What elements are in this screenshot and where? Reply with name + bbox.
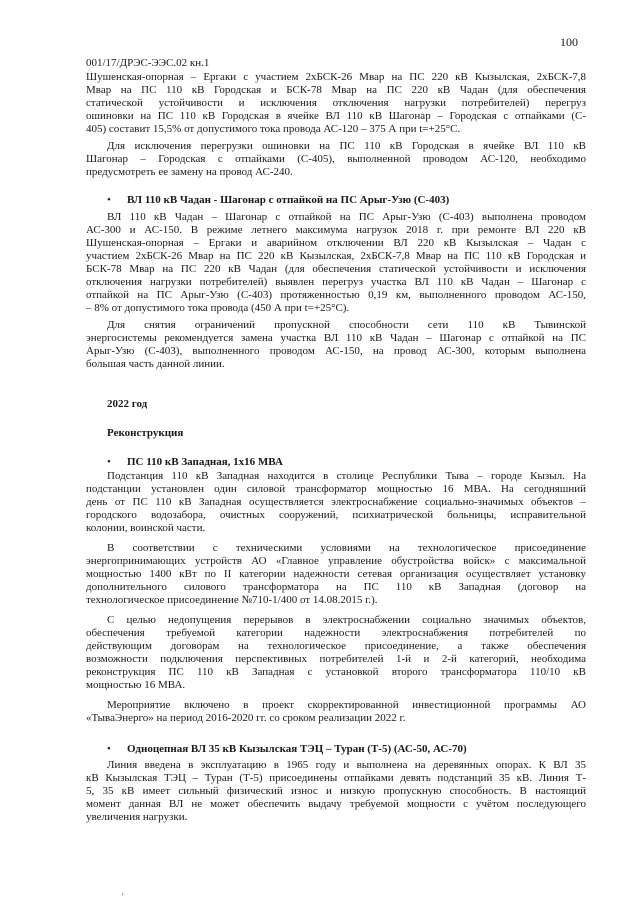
page-number: 100: [560, 35, 578, 49]
section-heading: ПС 110 кВ Западная, 1х16 МВА: [127, 456, 283, 468]
text-line: энергопринимающих устройств АО «Главное управление обустройства войск» с максимальной: [86, 555, 586, 567]
text-line: Мвар на ПС 110 кВ Городская и БСК-78 Мвар на ПС 220 кВ Чадан (для обеспечения: [86, 84, 586, 96]
document-code: 001/17/ДРЭС-ЭЭС.02 кн.1: [86, 57, 210, 69]
text-line: технологическое присоединение №710-1/400 от 14.08.2015 г.).: [86, 594, 378, 606]
text-line: БСК-78 Мвар на ПС 220 кВ Чадан (для обеспечения статической устойчивости и исключения: [86, 263, 586, 275]
text-line: городского водозабора, очистных сооружений, психиатрической больницы, исправительной: [86, 509, 586, 521]
text-line: кВ Кызылская ТЭЦ – Туран (Т-5) присоединены отпайками девять подстанций 35 кВ. Линия Т-: [86, 772, 586, 784]
bullet: •: [107, 743, 111, 755]
text-line: реконструкция ПС 110 кВ Западная с установкой второго трансформатора 110/10 кВ: [86, 666, 586, 678]
scan-speck: [122, 893, 123, 895]
bullet: •: [107, 456, 111, 468]
text-line: статической устойчивости и исключения отключения нагрузки потребителей) перегруз: [86, 97, 586, 109]
text-line: 405) составит 15,5% от допустимого тока провода АС-120 – 375 А при t=+25°С.: [86, 123, 461, 135]
text-line: С целью недопущения перерывов в электроснабжении социально значимых объектов,: [107, 614, 586, 626]
text-line: мощностью 16 МВА.: [86, 679, 186, 691]
text-line: Арыг-Узю (С-403), выполненного проводом АС-150, на провод АС-300, которым выполнена: [86, 345, 586, 357]
text-line: ВЛ 110 кВ Чадан – Шагонар с отпайкой на ПС Арыг-Узю (С-403) выполнена проводом: [107, 211, 586, 223]
section-heading: Одноцепная ВЛ 35 кВ Кызылская ТЭЦ – Туран (Т-5) (АС-50, АС-70): [127, 743, 467, 755]
text-line: Шагонар – Городская с отпайками (С-405), выполненной проводом АС-120, необходимо: [86, 153, 586, 165]
subsection-heading: Реконструкция: [107, 427, 184, 439]
text-line: Для исключения перегрузки ошиновки на ПС 110 кВ Городская в ячейке ВЛ 110 кВ: [107, 140, 586, 152]
text-line: колонии, воинской части.: [86, 522, 206, 534]
text-line: Подстанция 110 кВ Западная находится в столице Республики Тыва – городе Кызыл. На: [107, 470, 586, 482]
text-line: Линия введена в эксплуатацию в 1965 году и выполнена на деревянных опорах. К ВЛ 35: [107, 759, 586, 771]
text-line: Шушенская-опорная – Ергаки с участием 2хБСК-26 Мвар на ПС 220 кВ Кызылская, 2хБСК-7,8: [86, 71, 586, 83]
text-line: обеспечения требуемой категории надежности электроснабжения потребителей по: [86, 627, 586, 639]
text-line: отключения нагрузки потребителей) выявлен перегруз участка ВЛ 110 кВ Чадан – Шагонар с: [86, 276, 586, 288]
text-line: момент данная ВЛ не может обеспечить выдачу требуемой мощности с учётом последующего: [86, 798, 586, 810]
text-line: АС-300 и АС-150. В режиме летнего максимума нагрузок 2018 г. при ремонте ВЛ 220 кВ: [86, 224, 586, 236]
text-line: – 8% от допустимого тока провода (450 А при t=+25°С).: [86, 302, 350, 314]
text-line: увеличения нагрузки.: [86, 811, 188, 823]
text-line: действующим договорам на технологическое присоединение, а также обеспечения: [86, 640, 586, 652]
text-line: мощностью 1400 кВт по II категории надежности сетевая организация осуществляет установку: [86, 568, 586, 580]
text-line: возможности подключения перспективных потребителей 1-й и 2-й категорий, необходима: [86, 653, 586, 665]
text-line: подстанции установлен один силовой трансформатор мощностью 16 МВА. На сегодняшний: [86, 483, 586, 495]
section-heading: ВЛ 110 кВ Чадан - Шагонар с отпайкой на ПС Арыг-Узю (С-403): [127, 194, 450, 206]
text-line: дополнительного силового трансформатора на ПС 110 кВ Западная (договор на: [86, 581, 586, 593]
text-line: день от ПС 110 кВ Западная осуществляется электроснабжение социально-значимых объектов –: [86, 496, 586, 508]
year-heading: 2022 год: [107, 398, 148, 410]
text-line: «ТываЭнерго» на период 2016-2020 гг. со сроком реализации 2022 г.: [86, 712, 406, 724]
text-line: В соответствии с техническими условиями на технологическое присоединение: [107, 542, 586, 554]
text-line: 5, 35 кВ имеет сильный физический износ и низкую пропускную способность. В настоящий: [86, 785, 586, 797]
bullet: •: [107, 194, 111, 206]
text-line: ошиновки на ПС 110 кВ Городская в ячейке ВЛ 110 кВ Шагонар – Городская с отпайками (С-: [86, 110, 586, 122]
text-line: Мероприятие включено в проект скорректированной инвестиционной программы АО: [107, 699, 586, 711]
text-line: участием 2хБСК-26 Мвар на ПС 220 кВ Кызылская, 2хБСК-7,8 Мвар на ПС 110 кВ Городская и: [86, 250, 586, 262]
text-line: предусмотреть ее замену на провод АС-240.: [86, 166, 293, 178]
text-line: отпайкой на ПС Арыг-Узю (С-403) протяженностью 0,19 км, выполненного проводом АС-150,: [86, 289, 586, 301]
text-line: энергосистемы рекомендуется замена участка ВЛ 110 кВ Чадан – Шагонар с отпайкой на ПС: [86, 332, 586, 344]
text-line: Шушенская-опорная – Ергаки и аварийном отключении ВЛ 220 кВ Кызылская – Чадан с: [86, 237, 586, 249]
text-line: Для снятия ограничений пропускной способности сети 110 кВ Тывинской: [107, 319, 586, 331]
text-line: большая часть данной линии.: [86, 358, 225, 370]
